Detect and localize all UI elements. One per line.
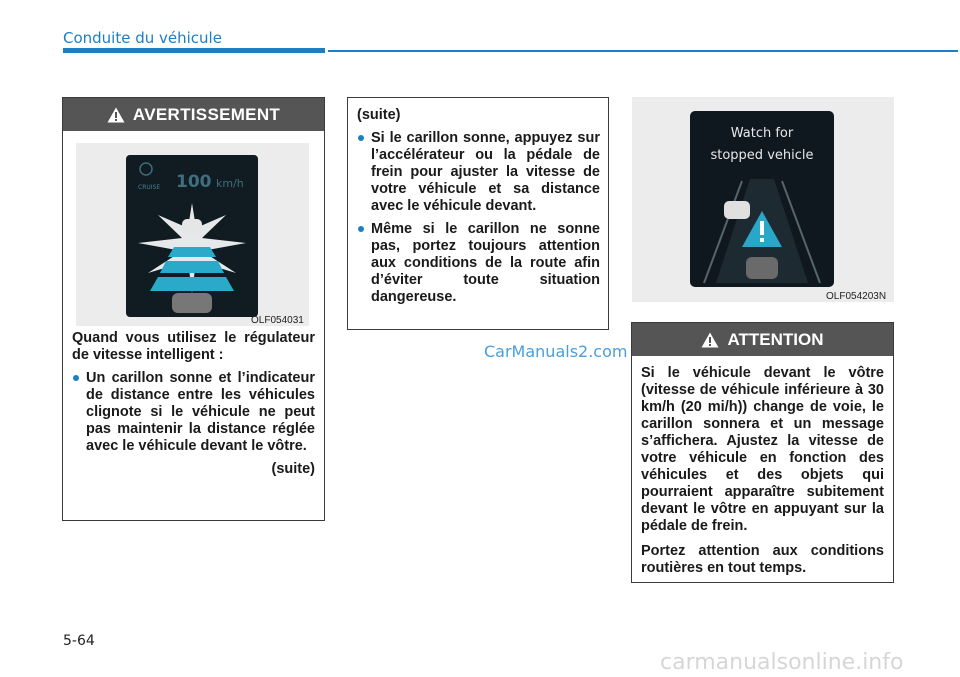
warning-box [62,97,325,521]
continuation-box [347,97,609,330]
screen-line-1: Watch for [730,126,794,141]
attention-box [631,322,894,583]
warning-triangle-icon [701,332,719,348]
distance-bar-1 [168,247,216,257]
page-number: 5-64 [63,633,95,649]
cluster-cruise-label: CRUISE [138,184,161,191]
attention-paragraph: Si le véhicule devant le vôtre (vitesse de véhicule inférieure à 30 km/h (20 mi/h)) change de voie, le carillon sonnera et un message s’affichera. Ajustez la vitesse de votre véhicule en fonction des véhicules et des objets qui pourraient apparaître subitement devant le vôtre en appuyant sur la pédale de frein. [641,365,884,534]
figure-caption: OLF054203N [826,291,887,302]
screen-line-2: stopped vehicle [710,148,814,163]
own-car-icon [172,293,212,313]
section-title: Conduite du véhicule [63,29,222,47]
attention-title: ATTENTION [727,329,824,349]
distance-bar-2 [160,261,224,273]
site-watermark: carmanualsonline.info [660,650,904,675]
header-rule-thick [63,48,325,53]
cut-in-car-icon [724,201,750,219]
alert-figure [632,97,894,302]
continued-label: (suite) [271,461,315,477]
warning-title: AVERTISSEMENT [132,104,281,124]
continuation-bullet: Si le carillon sonne, appuyez sur l’accélérateur ou la pédale de frein pour ajuster la vitesse de votre véhicule et sa distance avec le véhicule devant. [357,130,600,215]
warning-triangle-icon [107,107,125,123]
warning-header [63,98,324,131]
attention-text [632,356,893,577]
cluster-unit: km/h [216,177,244,190]
alert-illustration [632,97,894,302]
continuation-bullet: Même si le carillon ne sonne pas, portez toujours attention aux conditions de la route afin d’éviter toute situation dangereuse. [357,221,600,306]
cluster-speed: 100 [176,172,212,192]
cluster-figure [76,143,309,326]
watermark: CarManuals2.com [484,342,628,361]
figure-caption: OLF054031 [251,315,304,326]
own-car-icon [746,257,778,279]
attention-header [632,323,893,356]
warning-intro: Quand vous utilisez le régulateur de vitesse intelligent : [72,330,315,363]
attention-paragraph: Portez attention aux conditions routières en tout temps. [641,543,884,576]
warning-text [72,330,315,477]
lead-car-icon [182,219,202,235]
header-rule-thin [328,50,958,52]
cluster-illustration [76,143,309,326]
distance-bar-3 [150,277,234,291]
warning-bullet: Un carillon sonne et l’indicateur de distance entre les véhicules clignote si le véhicule ne peut pas maintenir la distance réglée avec le véhicule devant le vôtre. [72,370,315,455]
continued-heading: (suite) [357,107,401,123]
